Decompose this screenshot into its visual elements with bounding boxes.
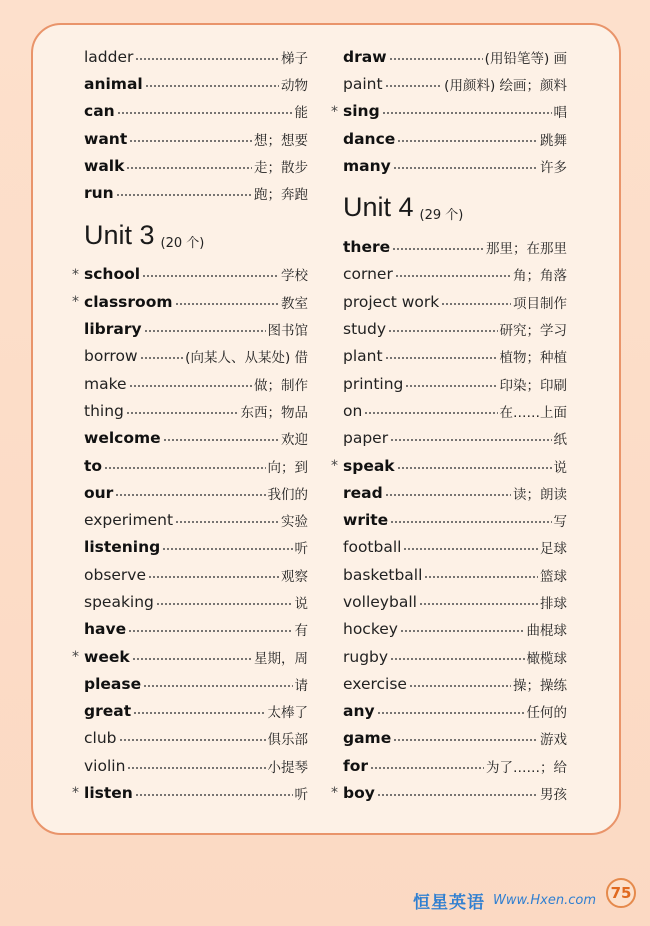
english-word: plant (343, 347, 383, 366)
english-word: club (84, 729, 117, 748)
chinese-meaning: (向某人、从某处) 借 (185, 350, 308, 367)
vocab-row (84, 152, 308, 179)
leader-dots (145, 85, 279, 87)
vocab-row (84, 370, 308, 397)
vocab-row (331, 452, 567, 479)
english-word: corner (343, 265, 393, 284)
leader-dots (175, 303, 279, 305)
key-word-star-icon: * (72, 648, 79, 665)
english-word: please (84, 674, 142, 693)
key-word-star-icon: * (72, 266, 79, 283)
chinese-meaning: 实验 (281, 514, 308, 531)
leader-dots (126, 167, 252, 169)
leader-dots (397, 467, 552, 469)
vocab-row (343, 534, 567, 561)
english-word: thing (84, 401, 124, 420)
footer-watermark (413, 888, 596, 913)
chinese-meaning: 足球 (540, 541, 567, 558)
leader-dots (148, 576, 279, 578)
chinese-meaning: 我们的 (267, 486, 308, 503)
english-word: many (343, 156, 391, 175)
english-word: exercise (343, 674, 407, 693)
vocab-row (84, 397, 308, 424)
vocab-row (84, 343, 308, 370)
leader-dots (377, 712, 525, 714)
english-word: observe (84, 565, 147, 584)
leader-dots (385, 494, 511, 496)
vocab-row (72, 288, 308, 315)
chinese-meaning: 俱乐部 (267, 732, 308, 749)
english-word: can (84, 102, 115, 121)
leader-dots (389, 58, 483, 60)
english-word: dance (343, 129, 396, 148)
english-word: for (343, 756, 369, 775)
chinese-meaning: 东西；物品 (240, 404, 308, 421)
leader-dots (409, 685, 511, 687)
english-word: speaking (84, 592, 154, 611)
leader-dots (133, 712, 265, 714)
vocab-row (84, 588, 308, 615)
leader-dots (385, 357, 498, 359)
vocab-row (343, 397, 567, 424)
vocab-row (343, 70, 567, 97)
leader-dots (397, 140, 538, 142)
leader-dots (127, 767, 265, 769)
leader-dots (393, 167, 538, 169)
chinese-meaning: 跑；奔跑 (254, 187, 308, 204)
vocab-row (343, 315, 567, 342)
leader-dots (370, 767, 484, 769)
chinese-meaning: 学校 (281, 268, 308, 285)
unit4-count: (29 个) (419, 208, 464, 224)
chinese-meaning: 走；散步 (254, 159, 308, 176)
vocab-row (343, 752, 567, 779)
vocab-row (343, 288, 567, 315)
chinese-meaning: 写 (553, 514, 567, 531)
english-word: boy (343, 784, 375, 803)
vocab-row (343, 588, 567, 615)
vocab-row (84, 670, 308, 697)
right-column (331, 43, 567, 807)
vocab-row (84, 179, 308, 206)
vocab-row (84, 125, 308, 152)
leader-dots (128, 630, 292, 632)
vocab-row (343, 370, 567, 397)
vocab-row (343, 43, 567, 70)
chinese-meaning: (用铅笔等) 画 (484, 50, 567, 67)
site-url[interactable]: Www.Hxen.com (492, 893, 596, 908)
chinese-meaning: 图书馆 (267, 323, 308, 340)
unit3-heading (84, 207, 308, 261)
vocab-row (343, 616, 567, 643)
english-word: library (84, 320, 142, 339)
brand-name: 恒星英语 (412, 893, 485, 913)
english-word: to (84, 456, 103, 475)
leader-dots (129, 140, 252, 142)
unit3-count: (20 个) (160, 235, 205, 251)
english-word: basketball (343, 565, 423, 584)
unit4-word-list (331, 233, 567, 806)
chinese-meaning: 星期，周 (254, 650, 308, 667)
english-word: project work (343, 292, 440, 311)
leader-dots (364, 412, 497, 414)
chinese-meaning: 说 (553, 459, 567, 476)
chinese-meaning: 有 (294, 623, 308, 640)
leader-dots (390, 439, 551, 441)
chinese-meaning: 排球 (540, 595, 567, 612)
english-word: violin (84, 756, 126, 775)
leader-dots (395, 275, 511, 277)
vocab-row (84, 725, 308, 752)
english-word: run (84, 184, 114, 203)
key-word-star-icon: * (331, 103, 338, 120)
vocab-row (343, 261, 567, 288)
leader-dots (115, 494, 265, 496)
vocab-row (343, 698, 567, 725)
chinese-meaning: 听 (294, 541, 308, 558)
leader-dots (385, 85, 443, 87)
leader-dots (390, 658, 524, 660)
english-word: draw (343, 47, 387, 66)
unit4-title: Unit 4 (343, 192, 414, 223)
vocab-row (72, 779, 308, 806)
chinese-meaning: 纸 (553, 432, 567, 449)
vocab-row (72, 261, 308, 288)
leader-dots (117, 112, 293, 114)
vocab-row (331, 98, 567, 125)
vocab-row (84, 534, 308, 561)
vocab-row (84, 561, 308, 588)
leader-dots (405, 385, 497, 387)
chinese-meaning: 许多 (540, 159, 567, 176)
leader-dots (424, 576, 538, 578)
english-word: sing (343, 102, 380, 121)
chinese-meaning: 教室 (281, 295, 308, 312)
vocab-row (343, 152, 567, 179)
page-number: 75 (606, 878, 636, 908)
english-word: football (343, 538, 402, 557)
chinese-meaning: 能 (294, 105, 308, 122)
leader-dots (135, 794, 293, 796)
leader-dots (382, 112, 552, 114)
vocab-row (343, 561, 567, 588)
leader-dots (175, 521, 279, 523)
leader-dots (162, 548, 292, 550)
chinese-meaning: 男孩 (540, 787, 567, 804)
chinese-meaning: 观察 (281, 568, 308, 585)
leader-dots (126, 412, 239, 414)
vocab-row (343, 343, 567, 370)
leader-dots (104, 467, 265, 469)
leader-dots (132, 658, 252, 660)
english-word: walk (84, 156, 125, 175)
chinese-meaning: 唱 (553, 105, 567, 122)
english-word: hockey (343, 620, 398, 639)
leader-dots (156, 603, 293, 605)
unit4-heading (343, 179, 567, 233)
leader-dots (140, 357, 184, 359)
chinese-meaning: 向；到 (267, 459, 308, 476)
leader-dots (393, 739, 538, 741)
english-word: on (343, 401, 363, 420)
leader-dots (403, 548, 538, 550)
leader-dots (388, 330, 498, 332)
english-word: welcome (84, 429, 161, 448)
english-word: study (343, 320, 386, 339)
leader-dots (119, 739, 266, 741)
leader-dots (129, 385, 252, 387)
chinese-meaning: 为了……；给 (486, 759, 567, 776)
vocab-row (343, 233, 567, 260)
vocab-row (84, 616, 308, 643)
english-word: animal (84, 74, 143, 93)
english-word: make (84, 374, 127, 393)
chinese-meaning: 植物；种植 (499, 350, 567, 367)
chinese-meaning: 动物 (281, 77, 308, 94)
vocab-row (343, 125, 567, 152)
english-word: printing (343, 374, 404, 393)
english-word: classroom (84, 292, 173, 311)
vocab-row (343, 425, 567, 452)
right-top-list (331, 43, 567, 179)
key-word-star-icon: * (72, 785, 79, 802)
english-word: school (84, 265, 141, 284)
chinese-meaning: 曲棍球 (526, 623, 567, 640)
leader-dots (144, 330, 266, 332)
english-word: borrow (84, 347, 138, 366)
vocab-row (343, 643, 567, 670)
unit3-word-list (72, 261, 308, 807)
chinese-meaning: 欢迎 (281, 432, 308, 449)
leader-dots (400, 630, 525, 632)
chinese-meaning: 角；角落 (513, 268, 567, 285)
english-word: write (343, 511, 389, 530)
english-word: paint (343, 74, 383, 93)
chinese-meaning: 游戏 (540, 732, 567, 749)
chinese-meaning: 读；朗读 (513, 486, 567, 503)
leader-dots (143, 685, 292, 687)
vocab-row (343, 479, 567, 506)
leader-dots (377, 794, 538, 796)
chinese-meaning: 篮球 (540, 568, 567, 585)
english-word: speak (343, 456, 395, 475)
chinese-meaning: 印染；印刷 (499, 377, 567, 394)
chinese-meaning: 研究；学习 (499, 323, 567, 340)
english-word: our (84, 483, 114, 502)
vocab-row (343, 725, 567, 752)
vocab-row (84, 98, 308, 125)
vocab-row (84, 425, 308, 452)
english-word: want (84, 129, 128, 148)
vocab-row (343, 506, 567, 533)
chinese-meaning: 请 (294, 677, 308, 694)
left-top-list (84, 43, 308, 207)
english-word: game (343, 729, 392, 748)
leader-dots (135, 58, 279, 60)
leader-dots (392, 248, 484, 250)
vocab-row (84, 70, 308, 97)
chinese-meaning: 太棒了 (267, 705, 308, 722)
key-word-star-icon: * (331, 785, 338, 802)
leader-dots (142, 275, 279, 277)
chinese-meaning: 操；操练 (513, 677, 567, 694)
unit3-title: Unit 3 (84, 219, 155, 250)
chinese-meaning: 小提琴 (267, 759, 308, 776)
chinese-meaning: 跳舞 (540, 132, 567, 149)
vocab-row (84, 506, 308, 533)
chinese-meaning: 橄榄球 (526, 650, 567, 667)
english-word: any (343, 702, 375, 721)
chinese-meaning: 说 (294, 595, 308, 612)
vocab-row (331, 779, 567, 806)
vocab-row (84, 43, 308, 70)
chinese-meaning: 任何的 (526, 705, 567, 722)
english-word: paper (343, 429, 389, 448)
leader-dots (390, 521, 551, 523)
left-column (72, 43, 308, 807)
chinese-meaning: (用颜料) 绘画；颜料 (444, 77, 567, 94)
english-word: rugby (343, 647, 389, 666)
english-word: read (343, 483, 383, 502)
english-word: great (84, 702, 132, 721)
vocab-row (84, 752, 308, 779)
vocab-row (343, 670, 567, 697)
chinese-meaning: 听 (294, 787, 308, 804)
english-word: listening (84, 538, 161, 557)
english-word: ladder (84, 47, 134, 66)
chinese-meaning: 项目制作 (513, 295, 567, 312)
english-word: there (343, 238, 391, 257)
vocab-row (84, 452, 308, 479)
english-word: have (84, 620, 127, 639)
leader-dots (441, 303, 511, 305)
leader-dots (163, 439, 279, 441)
chinese-meaning: 在……上面 (499, 404, 567, 421)
chinese-meaning: 那里；在那里 (486, 241, 567, 258)
leader-dots (419, 603, 538, 605)
vocab-row (84, 315, 308, 342)
english-word: week (84, 647, 130, 666)
english-word: volleyball (343, 592, 417, 611)
english-word: listen (84, 784, 133, 803)
vocab-row (72, 643, 308, 670)
chinese-meaning: 想；想要 (254, 132, 308, 149)
chinese-meaning: 梯子 (281, 50, 308, 67)
leader-dots (116, 194, 252, 196)
key-word-star-icon: * (331, 457, 338, 474)
english-word: experiment (84, 511, 174, 530)
chinese-meaning: 做；制作 (254, 377, 308, 394)
vocab-row (84, 479, 308, 506)
key-word-star-icon: * (72, 294, 79, 311)
vocab-row (84, 698, 308, 725)
